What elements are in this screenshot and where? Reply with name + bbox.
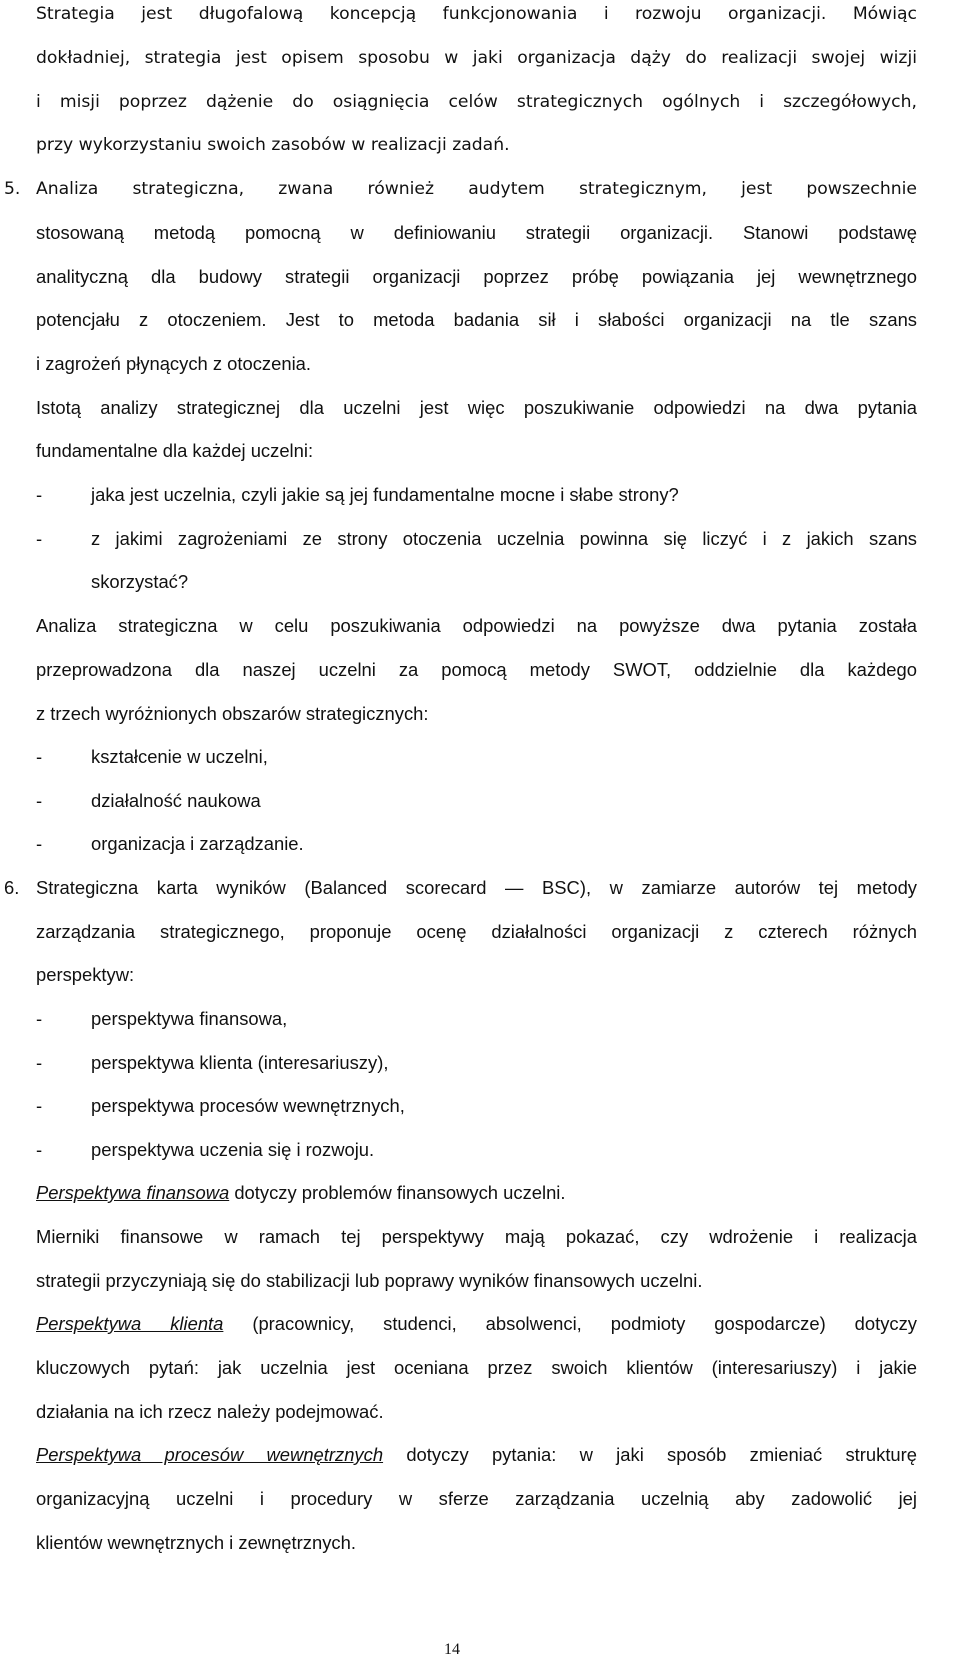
section5-line: analityczną dla budowy strategii organizacji poprzez próbę powiązania jej wewnętrznego [36,266,917,287]
financial-perspective-text: dotyczy problemów finansowych uczelni. [229,1182,566,1203]
analysis-line: z trzech wyróżnionych obszarów strategicznych: [36,703,429,724]
perspective-item: perspektywa procesów wewnętrznych, [91,1095,405,1116]
client-line: działania na ich rzecz należy podejmować. [36,1401,384,1422]
list-dash: - [36,1095,43,1116]
intro-line: dokładniej, strategia jest opisem sposobu w jaki organizacja dąży do realizacji swojej wizji [36,48,917,68]
client-perspective-term: Perspektywa klienta [36,1313,224,1334]
client-perspective-line [36,1312,917,1336]
section5-line: Analiza strategiczna, zwana również audytem strategicznym, jest powszechnie [36,179,917,199]
question-item-continued: skorzystać? [91,571,189,592]
area-item: kształcenie w uczelni, [91,746,268,767]
question-item: jaka jest uczelnia, czyli jakie są jej fundamentalne mocne i słabe strony? [91,484,679,505]
section5-line: stosowaną metodą pomocną w definiowaniu strategii organizacji. Stanowi podstawę [36,222,917,243]
intro-line: przy wykorzystaniu swoich zasobów w realizacji zadań. [36,135,510,155]
measures-line: strategii przyczyniają się do stabilizacji lub poprawy wyników finansowych uczelni. [36,1270,703,1291]
process-perspective-term: Perspektywa procesów wewnętrznych [36,1444,384,1465]
section6-line: perspektyw: [36,964,135,985]
list-dash: - [36,1139,43,1160]
list-dash: - [36,833,43,854]
section-number: 5. [4,179,21,199]
perspective-item: perspektywa klienta (interesariuszy), [91,1052,389,1073]
section6-line: zarządzania strategicznego, proponuje ocenę działalności organizacji z czterech różnych [36,921,917,942]
analysis-line: przeprowadzona dla naszej uczelni za pomocą metody SWOT, oddzielnie dla każdego [36,659,917,680]
list-dash: - [36,746,43,767]
process-line: organizacyjną uczelni i procedury w sferze zarządzania uczelnią aby zadowolić jej [36,1488,917,1509]
section5-line: potencjału z otoczeniem. Jest to metoda badania sił i słabości organizacji na tle szans [36,309,917,330]
list-dash: - [36,484,43,505]
intro-line: Strategia jest długofalową koncepcją funkcjonowania i rozwoju organizacji. Mówiąc [36,4,917,24]
intro-line: i misji poprzez dążenie do osiągnięcia celów strategicznych ogólnych i szczegółowych, [36,92,917,112]
process-perspective-line [36,1443,917,1467]
financial-perspective-term: Perspektywa finansowa [36,1182,230,1203]
area-item: organizacja i zarządzanie. [91,833,304,854]
client-line: kluczowych pytań: jak uczelnia jest oceniana przez swoich klientów (interesariuszy) i jakie [36,1357,917,1378]
question-item: z jakimi zagrożeniami ze strony otoczenia uczelnia powinna się liczyć i z jakich szans [91,528,917,549]
essence-line: Istotą analizy strategicznej dla uczelni jest więc poszukiwanie odpowiedzi na dwa pytania [36,397,917,418]
list-dash: - [36,528,43,549]
section5-line: i zagrożeń płynących z otoczenia. [36,353,311,374]
section-number: 6. [4,877,20,898]
process-perspective-text: dotyczy pytania: w jaki sposób zmieniać strukturę [383,1444,918,1465]
page-number: 14 [444,1641,460,1658]
perspective-item: perspektywa finansowa, [91,1008,288,1029]
list-dash: - [36,790,43,811]
list-dash: - [36,1052,43,1073]
essence-line: fundamentalne dla każdej uczelni: [36,440,314,461]
perspective-item: perspektywa uczenia się i rozwoju. [91,1139,375,1160]
client-perspective-text: (pracownicy, studenci, absolwenci, podmioty gospodarcze) dotyczy [223,1313,917,1334]
analysis-line: Analiza strategiczna w celu poszukiwania odpowiedzi na powyższe dwa pytania została [36,615,917,636]
area-item: działalność naukowa [91,790,261,811]
financial-perspective-line [36,1181,917,1205]
measures-line: Mierniki finansowe w ramach tej perspektywy mają pokazać, czy wdrożenie i realizacja [36,1226,917,1247]
section6-line: Strategiczna karta wyników (Balanced scorecard — BSC), w zamiarze autorów tej metody [36,877,917,898]
list-dash: - [36,1008,43,1029]
process-line: klientów wewnętrznych i zewnętrznych. [36,1532,356,1553]
